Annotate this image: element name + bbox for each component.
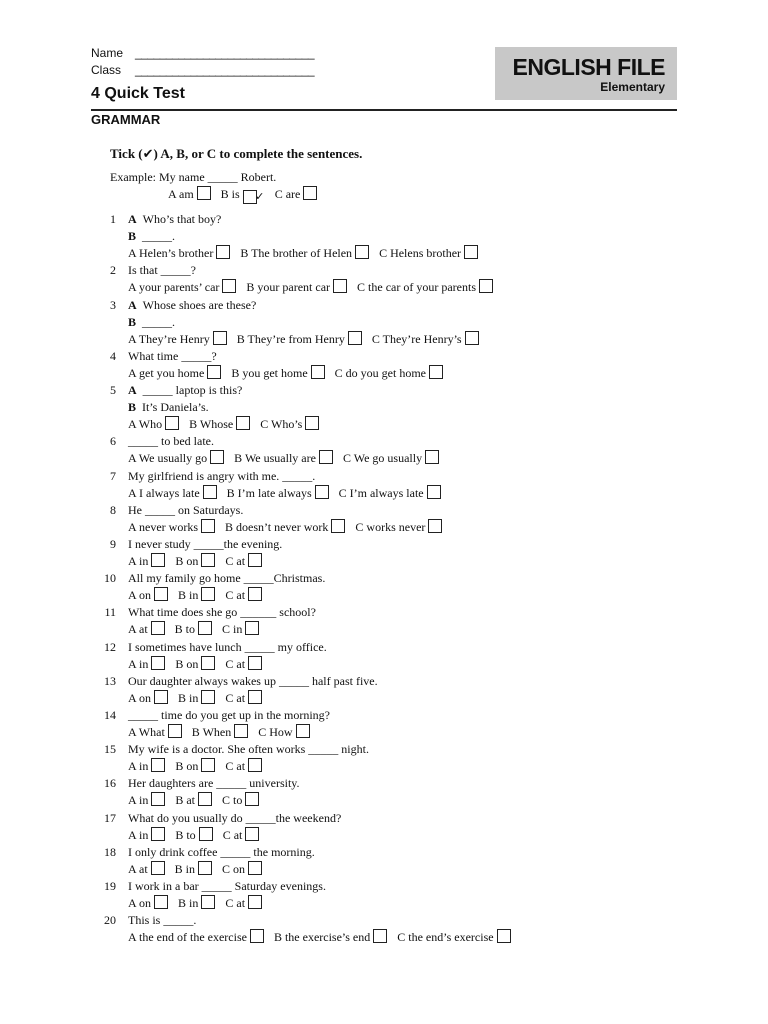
option-checkbox[interactable] bbox=[151, 621, 165, 635]
option-label: C at bbox=[225, 554, 246, 568]
option-checkbox[interactable] bbox=[248, 690, 262, 704]
logo-subtitle: Elementary bbox=[600, 80, 665, 94]
question-number: 18 bbox=[104, 845, 116, 859]
question-line bbox=[104, 844, 315, 860]
option-checkbox[interactable] bbox=[425, 450, 439, 464]
question-number: 7 bbox=[110, 469, 116, 483]
answer-options bbox=[128, 895, 272, 911]
option-checkbox[interactable] bbox=[250, 929, 264, 943]
instruction bbox=[110, 146, 362, 162]
question-line bbox=[104, 775, 300, 791]
option-label: C I’m always late bbox=[338, 486, 424, 500]
option-label: B They’re from Henry bbox=[236, 332, 345, 346]
question-line bbox=[104, 707, 330, 723]
option-label: C at bbox=[225, 588, 246, 602]
option-checkbox[interactable] bbox=[315, 485, 329, 499]
option-label: A What bbox=[128, 725, 165, 739]
option-label: C Who’s bbox=[260, 417, 303, 431]
option-label: C to bbox=[222, 793, 243, 807]
speaker-label: B bbox=[128, 315, 137, 329]
class-field bbox=[91, 63, 315, 77]
question-line bbox=[104, 673, 378, 689]
question-number: 14 bbox=[104, 708, 116, 722]
speaker-label: B bbox=[128, 229, 137, 243]
answer-options bbox=[128, 690, 272, 706]
answer-options bbox=[128, 587, 272, 603]
option-label: C the car of your parents bbox=[357, 280, 477, 294]
example-option-label: C are bbox=[274, 187, 301, 201]
question-text: I work in a bar _____ Saturday evenings. bbox=[128, 879, 326, 893]
english-file-logo bbox=[495, 47, 677, 100]
answer-options bbox=[128, 929, 521, 945]
option-label: B you get home bbox=[231, 366, 308, 380]
option-label: B at bbox=[175, 793, 196, 807]
speaker-label: A bbox=[128, 212, 137, 226]
option-label: A in bbox=[128, 657, 149, 671]
question-line bbox=[128, 314, 175, 330]
option-label: B to bbox=[175, 828, 196, 842]
option-checkbox[interactable] bbox=[373, 929, 387, 943]
option-checkbox[interactable] bbox=[151, 758, 165, 772]
name-label: Name bbox=[91, 46, 124, 60]
option-checkbox[interactable] bbox=[222, 279, 236, 293]
option-label: A on bbox=[128, 588, 152, 602]
option-checkbox[interactable] bbox=[348, 331, 362, 345]
question-number: 17 bbox=[104, 811, 116, 825]
option-checkbox[interactable] bbox=[333, 279, 347, 293]
option-checkbox[interactable] bbox=[234, 724, 248, 738]
option-label: C at bbox=[222, 828, 243, 842]
option-label: C They’re Henry’s bbox=[371, 332, 462, 346]
option-checkbox[interactable] bbox=[248, 587, 262, 601]
option-checkbox[interactable] bbox=[151, 827, 165, 841]
question-line bbox=[110, 262, 196, 278]
question-number: 13 bbox=[104, 674, 116, 688]
option-label: A We usually go bbox=[128, 451, 208, 465]
option-checkbox[interactable] bbox=[151, 656, 165, 670]
option-checkbox[interactable] bbox=[236, 416, 250, 430]
question-text: What time does she go ______ school? bbox=[128, 605, 316, 619]
example-options bbox=[168, 186, 327, 204]
option-label: B Whose bbox=[189, 417, 234, 431]
question-text: _____. bbox=[142, 315, 176, 329]
question-text: All my family go home _____Christmas. bbox=[128, 571, 326, 585]
option-label: C works never bbox=[355, 520, 426, 534]
answer-options bbox=[128, 827, 269, 843]
option-label: A Helen’s brother bbox=[128, 246, 214, 260]
name-line[interactable]: _____________________________ bbox=[135, 46, 315, 60]
option-label: A never works bbox=[128, 520, 198, 534]
name-field bbox=[91, 46, 315, 60]
question-text: Who’s that boy? bbox=[142, 212, 222, 226]
option-checkbox[interactable] bbox=[248, 553, 262, 567]
option-checkbox[interactable] bbox=[427, 485, 441, 499]
option-label: C do you get home bbox=[334, 366, 426, 380]
option-checkbox[interactable] bbox=[248, 861, 262, 875]
option-checkbox[interactable] bbox=[305, 416, 319, 430]
speaker-label: A bbox=[128, 383, 137, 397]
question-text: Her daughters are _____ university. bbox=[128, 776, 300, 790]
question-number: 5 bbox=[110, 383, 116, 397]
option-label: B the exercise’s end bbox=[273, 930, 371, 944]
question-line bbox=[110, 433, 214, 449]
question-text: Is that _____? bbox=[128, 263, 196, 277]
speaker-label: A bbox=[128, 298, 137, 312]
option-label: B in bbox=[174, 862, 196, 876]
option-label: B on bbox=[175, 657, 199, 671]
question-text: _____ to bed late. bbox=[128, 434, 214, 448]
question-line bbox=[104, 741, 369, 757]
question-line bbox=[104, 639, 327, 655]
question-number: 8 bbox=[110, 503, 116, 517]
answer-options bbox=[128, 365, 453, 381]
question-number: 16 bbox=[104, 776, 116, 790]
option-label: B in bbox=[178, 896, 199, 910]
question-number: 10 bbox=[104, 571, 116, 585]
option-label: B I’m late always bbox=[226, 486, 312, 500]
option-checkbox[interactable] bbox=[201, 519, 215, 533]
answer-options bbox=[128, 656, 272, 672]
question-line bbox=[104, 912, 197, 928]
option-label: A at bbox=[128, 862, 148, 876]
option-checkbox[interactable] bbox=[201, 690, 215, 704]
option-checkbox[interactable] bbox=[198, 621, 212, 635]
option-checkbox[interactable] bbox=[168, 724, 182, 738]
page-title: 4 Quick Test bbox=[91, 85, 185, 102]
option-checkbox[interactable] bbox=[210, 450, 224, 464]
question-text: This is _____. bbox=[128, 913, 197, 927]
option-label: C at bbox=[225, 759, 246, 773]
option-label: B in bbox=[178, 588, 199, 602]
option-label: A Who bbox=[128, 417, 163, 431]
option-checkbox[interactable] bbox=[154, 895, 168, 909]
question-text: I never study _____the evening. bbox=[128, 537, 283, 551]
check-icon: ✓ bbox=[255, 191, 265, 203]
question-number: 3 bbox=[110, 298, 116, 312]
option-checkbox[interactable] bbox=[245, 792, 259, 806]
question-line bbox=[104, 570, 326, 586]
option-checkbox[interactable] bbox=[201, 895, 215, 909]
option-checkbox[interactable] bbox=[201, 758, 215, 772]
speaker-label: B bbox=[128, 400, 137, 414]
answer-options bbox=[128, 485, 451, 501]
option-checkbox[interactable] bbox=[151, 792, 165, 806]
option-checkbox[interactable] bbox=[245, 827, 259, 841]
option-checkbox[interactable] bbox=[355, 245, 369, 259]
question-line bbox=[104, 810, 342, 826]
answer-options bbox=[128, 519, 452, 535]
option-label: B to bbox=[174, 622, 196, 636]
example-text: My name _____ Robert. bbox=[158, 170, 277, 184]
logo-title: ENGLISH FILE bbox=[512, 54, 665, 80]
question-text: I only drink coffee _____ the morning. bbox=[128, 845, 315, 859]
question-line bbox=[128, 228, 175, 244]
option-label: C in bbox=[222, 622, 243, 636]
option-checkbox[interactable] bbox=[311, 365, 325, 379]
question-text: _____ laptop is this? bbox=[142, 383, 243, 397]
option-label: A in bbox=[128, 759, 149, 773]
question-line bbox=[110, 536, 283, 552]
example-option-checkbox[interactable] bbox=[243, 190, 265, 204]
question-text: _____. bbox=[142, 229, 176, 243]
question-line bbox=[110, 468, 316, 484]
option-label: C the end’s exercise bbox=[397, 930, 494, 944]
question-number: 19 bbox=[104, 879, 116, 893]
option-label: A on bbox=[128, 896, 152, 910]
tick-icon: ✔ bbox=[142, 146, 154, 161]
question-number: 1 bbox=[110, 212, 116, 226]
option-checkbox[interactable] bbox=[213, 331, 227, 345]
question-text: Our daughter always wakes up _____ half past five. bbox=[128, 674, 378, 688]
instruction-pre: Tick ( bbox=[110, 146, 143, 161]
option-checkbox[interactable] bbox=[151, 861, 165, 875]
option-label: C on bbox=[222, 862, 246, 876]
option-label: C at bbox=[225, 657, 246, 671]
option-label: A the end of the exercise bbox=[128, 930, 247, 944]
question-line bbox=[104, 878, 326, 894]
option-label: C We go usually bbox=[342, 451, 423, 465]
option-checkbox[interactable] bbox=[319, 450, 333, 464]
option-label: A get you home bbox=[128, 366, 205, 380]
option-checkbox[interactable] bbox=[216, 245, 230, 259]
option-label: A in bbox=[128, 554, 149, 568]
option-checkbox[interactable] bbox=[428, 519, 442, 533]
option-checkbox[interactable] bbox=[165, 416, 179, 430]
question-line bbox=[110, 211, 222, 227]
question-line bbox=[110, 502, 244, 518]
question-line bbox=[104, 604, 316, 620]
option-label: B doesn’t never work bbox=[224, 520, 329, 534]
option-checkbox[interactable] bbox=[248, 758, 262, 772]
option-checkbox[interactable] bbox=[248, 656, 262, 670]
section-title: GRAMMAR bbox=[91, 112, 161, 127]
option-checkbox[interactable] bbox=[198, 792, 212, 806]
answer-options bbox=[128, 331, 489, 347]
example-option-checkbox[interactable] bbox=[197, 186, 211, 200]
example-option-checkbox[interactable] bbox=[303, 186, 317, 200]
option-checkbox[interactable] bbox=[296, 724, 310, 738]
option-label: C How bbox=[258, 725, 293, 739]
option-label: B in bbox=[178, 691, 199, 705]
answer-options bbox=[128, 245, 488, 261]
option-label: A I always late bbox=[128, 486, 200, 500]
option-label: C Helens brother bbox=[379, 246, 462, 260]
option-checkbox[interactable] bbox=[497, 929, 511, 943]
answer-options bbox=[128, 861, 272, 877]
question-number: 11 bbox=[104, 605, 116, 619]
answer-options bbox=[128, 553, 272, 569]
option-checkbox[interactable] bbox=[465, 331, 479, 345]
option-label: A on bbox=[128, 691, 152, 705]
answer-options bbox=[128, 621, 269, 637]
question-text: _____ time do you get up in the morning? bbox=[128, 708, 330, 722]
option-checkbox[interactable] bbox=[201, 656, 215, 670]
question-text: What time _____? bbox=[128, 349, 217, 363]
example-label: Example: bbox=[110, 170, 156, 184]
option-checkbox[interactable] bbox=[479, 279, 493, 293]
question-number: 15 bbox=[104, 742, 116, 756]
option-label: B your parent car bbox=[246, 280, 331, 294]
question-text: It’s Daniela’s. bbox=[142, 400, 209, 414]
class-label: Class bbox=[91, 63, 122, 77]
option-checkbox[interactable] bbox=[429, 365, 443, 379]
question-line bbox=[128, 399, 209, 415]
option-checkbox[interactable] bbox=[199, 827, 213, 841]
question-number: 12 bbox=[104, 640, 116, 654]
answer-options bbox=[128, 758, 272, 774]
answer-options bbox=[128, 450, 449, 466]
option-label: C at bbox=[225, 896, 246, 910]
option-checkbox[interactable] bbox=[154, 690, 168, 704]
option-checkbox[interactable] bbox=[248, 895, 262, 909]
question-text: My girlfriend is angry with me. _____. bbox=[128, 469, 316, 483]
question-text: Whose shoes are these? bbox=[142, 298, 257, 312]
instruction-post: ) A, B, or C to complete the sentences. bbox=[153, 146, 363, 161]
question-text: My wife is a doctor. She often works _____ night. bbox=[128, 742, 369, 756]
option-label: B When bbox=[191, 725, 232, 739]
option-checkbox[interactable] bbox=[464, 245, 478, 259]
option-checkbox[interactable] bbox=[245, 621, 259, 635]
option-label: A They’re Henry bbox=[128, 332, 210, 346]
question-number: 2 bbox=[110, 263, 116, 277]
option-label: A your parents’ car bbox=[128, 280, 220, 294]
question-number: 4 bbox=[110, 349, 116, 363]
option-checkbox[interactable] bbox=[201, 587, 215, 601]
answer-options bbox=[128, 724, 320, 740]
header-divider bbox=[91, 109, 677, 111]
option-checkbox[interactable] bbox=[154, 587, 168, 601]
option-checkbox[interactable] bbox=[207, 365, 221, 379]
option-label: A in bbox=[128, 793, 149, 807]
question-line bbox=[110, 382, 243, 398]
example-line bbox=[110, 169, 276, 185]
question-text: What do you usually do _____the weekend? bbox=[128, 811, 342, 825]
option-checkbox[interactable] bbox=[203, 485, 217, 499]
answer-options bbox=[128, 416, 329, 432]
option-label: B The brother of Helen bbox=[240, 246, 353, 260]
option-label: A in bbox=[128, 828, 149, 842]
option-checkbox[interactable] bbox=[201, 553, 215, 567]
option-checkbox[interactable] bbox=[198, 861, 212, 875]
option-checkbox[interactable] bbox=[151, 553, 165, 567]
example-option-label: A am bbox=[168, 187, 194, 201]
question-text: I sometimes have lunch _____ my office. bbox=[128, 640, 327, 654]
option-checkbox[interactable] bbox=[331, 519, 345, 533]
class-line[interactable]: _____________________________ bbox=[135, 63, 315, 77]
question-number: 20 bbox=[104, 913, 116, 927]
question-number: 9 bbox=[110, 537, 116, 551]
question-text: He _____ on Saturdays. bbox=[128, 503, 244, 517]
question-line bbox=[110, 297, 257, 313]
question-number: 6 bbox=[110, 434, 116, 448]
option-label: B We usually are bbox=[234, 451, 316, 465]
example-option-label: B is bbox=[220, 187, 240, 201]
question-line bbox=[110, 348, 217, 364]
option-label: B on bbox=[175, 759, 199, 773]
option-label: A at bbox=[128, 622, 148, 636]
answer-options bbox=[128, 279, 503, 295]
option-label: C at bbox=[225, 691, 246, 705]
option-label: B on bbox=[175, 554, 199, 568]
answer-options bbox=[128, 792, 269, 808]
